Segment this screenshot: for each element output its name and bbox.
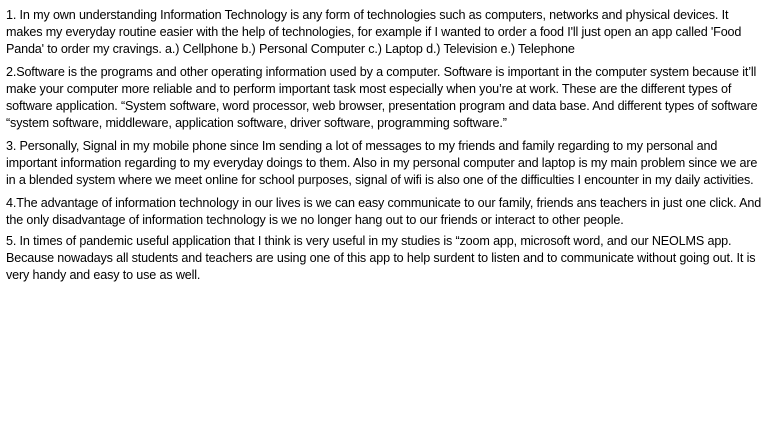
document-body [6, 7, 762, 284]
answer-paragraph-1: 1. In my own understanding Information Technology is any form of technologies such as computers, networks and physical devices. It makes my everyday routine easier with the help of technologies, for example if I wanted to order a food I'll just open an app called 'Food Panda' to order my cravings. a.) Cellphone b.) Personal Computer c.) Laptop d.) Television e.) Telephone [6, 8, 742, 56]
answer-paragraph-3: 3. Personally, Signal in my mobile phone since Im sending a lot of messages to my friends and family regarding to my personal and important information regarding to my everyday doings to them. Also in my personal computer and laptop is my main problem since we are in a blended system where we meet online for school purposes, signal of wifi is also one of the difficulties I encounter in my daily activities. [6, 139, 758, 187]
answer-paragraph-5: 5. In times of pandemic useful application that I think is very useful in my studies is “zoom app, microsoft word, and our NEOLMS app. Because nowadays all students and teachers are using one of this app to help surdent to listen and to communicate without going out. It is very handy and easy to use as well. [6, 234, 756, 282]
answer-paragraph-4: 4.The advantage of information technology in our lives is we can easy communicate to our family, friends ans teachers in just one click. And the only disadvantage of information technology is we no longer hang out to our friends or interact to other people. [6, 196, 762, 227]
answer-paragraph-2: 2.Software is the programs and other operating information used by a computer. Software is important in the computer system because it’ll make your computer more reliable and to perform important task most especially when you’re at work. These are the different types of software application. “System software, word processor, web browser, presentation program and data base. And different types of software “system software, middleware, application software, driver software, programming software.” [6, 65, 758, 130]
